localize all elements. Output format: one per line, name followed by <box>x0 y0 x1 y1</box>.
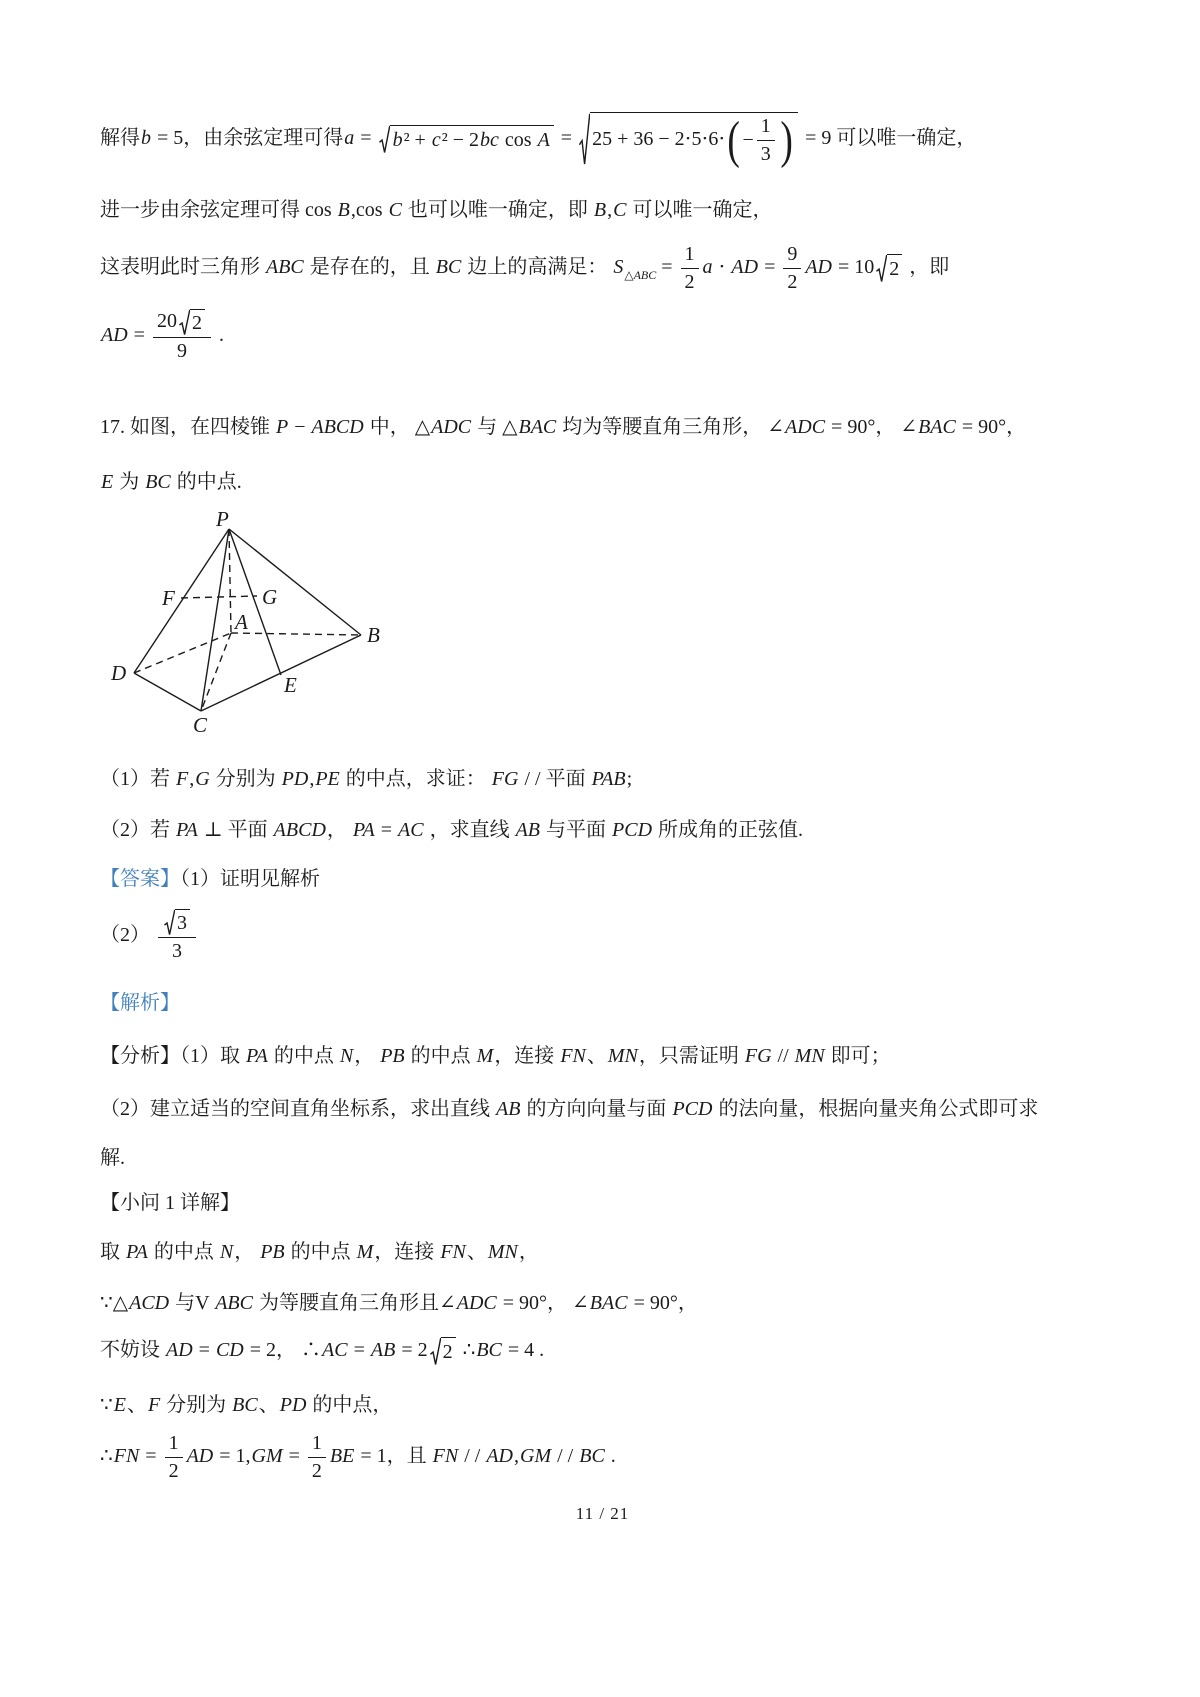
math-run: E <box>101 471 114 493</box>
text-run: ² + <box>403 129 431 151</box>
fraction-denominator <box>757 141 775 167</box>
detail-line-4 <box>100 1392 1105 1419</box>
text-run: ，即 <box>904 256 950 279</box>
question-2 <box>100 817 1105 844</box>
math-run: M <box>476 1045 494 1067</box>
open-paren-icon: ( <box>727 111 741 169</box>
text-run: ∵ <box>100 1394 113 1416</box>
text-run: 均为等腰直角三角形， ∠ <box>557 416 785 438</box>
math-run: ABCD <box>273 819 326 841</box>
text-run: 的方向向量与面 <box>521 1098 672 1120</box>
math-run: PA <box>246 1045 268 1067</box>
math-run: FG <box>491 768 519 790</box>
text-run: 、 <box>258 1394 279 1416</box>
text-run: （2） <box>100 924 155 947</box>
math-run: BC <box>579 1445 605 1468</box>
figure-edge-PA <box>229 529 231 633</box>
text-run: ² − 2 <box>441 129 480 151</box>
fraction-denominator <box>308 1458 326 1484</box>
square-root <box>579 112 798 167</box>
fraction-numerator <box>165 1431 183 1458</box>
math-run: ABC <box>266 256 304 279</box>
pyramid-figure-svg <box>104 508 414 743</box>
fraction-denominator <box>153 338 211 364</box>
text-run: 1 <box>684 243 695 265</box>
math-run: P <box>276 416 289 438</box>
text-run: 为 <box>114 471 145 493</box>
text-run: 是存在的，且 <box>304 256 435 279</box>
text-run: 所成角的正弦值. <box>653 819 804 841</box>
text-run: 2 <box>889 258 900 280</box>
text-run: = 90°， ∠ <box>497 1292 589 1314</box>
figure-edge-PB <box>229 529 361 635</box>
solution-line-cosine-bc <box>100 197 1105 224</box>
math-run: PB <box>260 1241 285 1263</box>
text-run: 2 <box>684 271 695 293</box>
text-run: 的中点，求证： <box>340 768 491 790</box>
math-run: PA <box>176 819 198 841</box>
math-run: M <box>356 1241 374 1263</box>
text-run: = 90°， <box>956 416 1027 438</box>
radicand <box>175 909 190 936</box>
fraction-numerator <box>783 242 801 269</box>
math-run: BAC <box>518 416 557 438</box>
math-run: GM <box>251 1445 283 1468</box>
text-run: ⊥ 平面 <box>198 819 273 841</box>
figure-edge-PD <box>134 529 229 673</box>
text-run: . <box>605 1445 616 1468</box>
text-run: ∴ <box>457 1339 476 1362</box>
text-run: = <box>555 127 578 150</box>
text-run: 解. <box>100 1147 125 1169</box>
fraction-numerator <box>757 114 775 141</box>
text-run: 2 <box>311 1460 322 1482</box>
radicand <box>190 309 205 336</box>
math-run: a <box>702 256 713 279</box>
math-run: ABC <box>215 1292 253 1314</box>
math-run: AD <box>731 256 759 279</box>
math-run: PD <box>279 1394 307 1416</box>
math-run: PA <box>352 819 375 841</box>
text-run: 3 <box>177 912 187 934</box>
figure-edge-FG <box>181 596 257 598</box>
detail-line-2 <box>100 1290 1105 1317</box>
fraction-numerator <box>681 242 699 269</box>
text-run: ， <box>234 1241 260 1263</box>
text-run: , <box>514 1445 519 1468</box>
text-run: = <box>759 256 781 279</box>
math-run: N <box>219 1241 234 1263</box>
text-run: = <box>193 1339 215 1362</box>
fraction <box>757 114 775 167</box>
fraction <box>153 309 211 364</box>
analysis-point-1 <box>100 1043 1105 1070</box>
math-run: N <box>339 1045 354 1067</box>
math-run: a <box>344 127 355 150</box>
answer-line-2 <box>100 909 1105 964</box>
text-run: / / 平面 <box>519 768 591 790</box>
math-run: c <box>431 129 441 151</box>
math-run: AD <box>486 1445 513 1468</box>
math-run: BC <box>435 256 462 279</box>
text-run: ， <box>326 819 352 841</box>
text-run: 2 <box>442 1341 453 1363</box>
text-run: （1）证明见解析 <box>180 868 320 890</box>
text-run: 的中点 <box>285 1241 356 1263</box>
radical-sign-icon <box>876 254 887 283</box>
text-run: 的中点 <box>405 1045 476 1067</box>
math-run: BC <box>145 471 171 493</box>
page-number: 11 / 21 <box>575 1504 630 1523</box>
text-run: 3 <box>760 143 771 165</box>
text-run: 的中点 <box>148 1241 219 1263</box>
figure-vertex-label-G: G <box>262 585 278 609</box>
parenthesized-group <box>725 111 795 169</box>
math-run: AD <box>805 256 833 279</box>
text-run: , <box>189 768 195 790</box>
math-run: BAC <box>589 1292 628 1314</box>
math-run: AB <box>370 1339 396 1362</box>
text-run: 与V <box>170 1292 215 1314</box>
text-run: = 10 <box>833 256 875 279</box>
text-run: 即可； <box>825 1045 891 1067</box>
radicand <box>390 125 554 154</box>
text-run: 中， △ <box>364 416 431 438</box>
square-root <box>876 254 902 283</box>
math-run: E <box>113 1394 126 1416</box>
fraction-denominator <box>165 1458 183 1484</box>
text-run: . <box>213 324 224 347</box>
text-run: = 5，由余弦定理可得 <box>152 127 344 150</box>
math-run: PE <box>315 768 340 790</box>
text-run: 1 <box>311 1432 322 1454</box>
math-run: FN <box>113 1445 140 1468</box>
text-run: ∵△ <box>100 1292 129 1314</box>
text-run: 解得 <box>100 127 140 150</box>
radicand <box>590 112 798 167</box>
math-run: b <box>392 129 403 151</box>
text-run: 分别为 <box>210 768 281 790</box>
figure-edge-PC <box>201 529 229 711</box>
radical-sign-icon <box>579 112 590 167</box>
text-run: 的中点 <box>268 1045 339 1067</box>
text-run: = 90°， <box>628 1292 698 1314</box>
figure-vertex-label-E: E <box>284 673 297 697</box>
text-run: 的中点， <box>307 1394 393 1416</box>
math-run: FN <box>560 1045 586 1067</box>
text-run: = 9 可以唯一确定， <box>800 127 977 150</box>
math-run: b <box>141 127 151 150</box>
text-run: 的法向量，根据向量夹角公式即可求 <box>713 1098 1039 1120</box>
fraction <box>681 242 699 295</box>
math-run: BE <box>329 1445 355 1468</box>
text-run: 进一步由余弦定理可得 cos <box>100 199 337 221</box>
text-run: ，求直线 <box>424 819 515 841</box>
text-run: ∴ <box>100 1445 113 1468</box>
subquestion-1-heading <box>100 1190 1105 1217</box>
text-run: 【分析】（1）取 <box>100 1045 245 1067</box>
fraction-denominator <box>158 938 196 964</box>
text-run: ; <box>626 768 633 790</box>
paren-content <box>743 114 778 167</box>
text-run: 、 <box>466 1241 487 1263</box>
text-run: 、 <box>126 1394 147 1416</box>
fraction-numerator <box>158 909 196 938</box>
math-run: PCD <box>612 819 653 841</box>
text-run: = 4 . <box>502 1339 545 1362</box>
explanation-label-line <box>100 990 1105 1017</box>
text-run: 这表明此时三角形 <box>100 256 265 279</box>
math-run: PB <box>380 1045 405 1067</box>
radical-sign-icon <box>379 125 390 154</box>
text-run: （2）建立适当的空间直角坐标系，求出直线 <box>100 1098 495 1120</box>
analysis-point-2 <box>100 1096 1105 1123</box>
text-run: = 1，且 <box>355 1445 432 1468</box>
text-run: ， <box>518 1241 539 1263</box>
fraction <box>165 1431 183 1484</box>
text-run: ，只需证明 <box>638 1045 744 1067</box>
math-run: MN <box>794 1045 825 1067</box>
text-run: （2）若 <box>100 819 175 841</box>
text-run: 9 <box>787 243 798 265</box>
figure-edge-CB <box>201 635 361 711</box>
subscript: △ABC <box>624 268 657 283</box>
text-run: 2 <box>787 271 798 293</box>
analysis-point-2-cont <box>100 1145 1105 1172</box>
text-run: 1 <box>168 1432 179 1454</box>
radical-sign-icon <box>179 309 190 336</box>
figure-vertex-label-A: A <box>235 610 248 634</box>
math-run: PCD <box>672 1098 713 1120</box>
text-run: 可以唯一确定， <box>627 199 773 221</box>
text-run: = <box>375 819 398 841</box>
text-run: = 2 <box>396 1339 428 1362</box>
square-root <box>430 1337 456 1366</box>
math-run: C <box>388 199 402 221</box>
detail-line-3 <box>100 1337 1105 1366</box>
math-run: AC <box>322 1339 348 1362</box>
text-run: 与 △ <box>472 416 518 438</box>
solution-line-cosine-a <box>100 112 1105 167</box>
figure-vertex-label-F: F <box>162 586 175 610</box>
section-label: 【解析】 <box>100 992 180 1014</box>
figure-edge-DC <box>134 673 201 711</box>
text-run: − <box>289 416 311 438</box>
text-run: 、 <box>586 1045 607 1067</box>
fraction-numerator <box>308 1431 326 1458</box>
math-run: AD <box>166 1339 193 1362</box>
text-run: 的中点. <box>171 471 242 493</box>
math-run: AD <box>186 1445 214 1468</box>
math-run: BC <box>232 1394 258 1416</box>
text-run: 边上的高满足： <box>462 256 613 279</box>
text-run: − <box>742 129 754 151</box>
text-run: 25 + 36 − 2⋅5⋅6⋅ <box>592 128 726 151</box>
text-run: ，连接 <box>494 1045 560 1067</box>
text-run: 为等腰直角三角形且∠ <box>253 1292 456 1314</box>
fraction <box>308 1431 326 1484</box>
math-run: C <box>613 199 627 221</box>
text-run: 1 <box>760 115 771 137</box>
text-run: = 2， ∴ <box>244 1339 322 1362</box>
radical-sign-icon <box>430 1337 441 1366</box>
text-run: / / <box>552 1445 579 1468</box>
text-run: = 1, <box>214 1445 251 1468</box>
radicand <box>887 254 902 283</box>
math-run: PA <box>126 1241 148 1263</box>
text-run: ， <box>354 1045 380 1067</box>
math-run: ADC <box>456 1292 497 1314</box>
text-run: cos <box>499 129 537 151</box>
math-run: BC <box>476 1339 502 1362</box>
detail-line-1 <box>100 1239 1105 1266</box>
math-run: B <box>337 199 350 221</box>
text-run: = <box>355 127 377 150</box>
math-run: FN <box>440 1241 466 1263</box>
detail-line-5 <box>100 1431 1105 1484</box>
math-run: GM <box>520 1445 552 1468</box>
math-run: F <box>147 1394 161 1416</box>
math-run: AD <box>101 324 128 347</box>
question-1 <box>100 766 1105 793</box>
text-run: = <box>140 1445 162 1468</box>
close-paren-icon: ) <box>780 111 793 169</box>
text-run: / / <box>459 1445 486 1468</box>
text-run: = 90°， ∠ <box>826 416 918 438</box>
math-run: ADC <box>785 416 826 438</box>
figure-vertex-label-P: P <box>216 508 229 531</box>
math-run: FG <box>744 1045 772 1067</box>
square-root <box>164 909 190 936</box>
math-run: S <box>613 256 624 279</box>
text-run: 2 <box>168 1460 179 1482</box>
text-run: = <box>348 1339 370 1362</box>
math-run: G <box>195 768 210 790</box>
text-run: 也可以唯一确定，即 <box>402 199 593 221</box>
text-run: （1）若 <box>100 768 175 790</box>
text-run: // <box>772 1045 794 1067</box>
text-run: ,cos <box>350 199 388 221</box>
figure-vertex-label-B: B <box>367 623 380 647</box>
math-run: MN <box>487 1241 518 1263</box>
math-run: CD <box>215 1339 244 1362</box>
fraction-denominator <box>681 269 699 295</box>
fraction <box>783 242 801 295</box>
math-run: ACD <box>129 1292 170 1314</box>
math-run: PD <box>281 768 309 790</box>
fraction <box>158 909 196 964</box>
math-run: AB <box>515 819 541 841</box>
solution-line-ad-result <box>100 309 1105 364</box>
square-root <box>379 125 554 154</box>
text-run: 【小问 1 详解】 <box>100 1192 240 1214</box>
math-run: B <box>593 199 607 221</box>
problem-17-statement-2 <box>100 469 1105 496</box>
math-run: AC <box>398 819 424 841</box>
text-run: , <box>309 768 315 790</box>
square-root <box>179 309 205 336</box>
figure-edge-DA <box>134 633 231 673</box>
text-run: , <box>607 199 613 221</box>
figure-vertex-label-C: C <box>193 713 208 737</box>
text-run: 取 <box>100 1241 125 1263</box>
text-run: 分别为 <box>161 1394 232 1416</box>
text-run: = <box>283 1445 305 1468</box>
problem-17-statement <box>100 414 1105 441</box>
fraction-numerator <box>153 309 211 338</box>
text-run: 20 <box>156 310 177 333</box>
math-run: A <box>537 129 550 151</box>
text-run: ，连接 <box>374 1241 440 1263</box>
math-run: AB <box>496 1098 521 1120</box>
radical-sign-icon <box>164 909 175 936</box>
math-run: PAB <box>591 768 626 790</box>
math-run: BAC <box>918 416 956 438</box>
text-run: 与平面 <box>541 819 612 841</box>
figure-edge-AB <box>231 633 361 635</box>
text-run: ⋅ <box>713 256 731 279</box>
math-run: FN <box>432 1445 459 1468</box>
text-run: 3 <box>172 940 182 962</box>
math-run: bc <box>480 129 499 151</box>
figure-vertex-label-D: D <box>111 661 127 685</box>
text-run: 2 <box>191 312 202 334</box>
math-run: F <box>176 768 189 790</box>
text-run: = <box>128 324 150 347</box>
solution-line-area <box>100 242 1105 295</box>
section-label: 【答案】 <box>100 868 180 890</box>
radicand <box>441 1337 456 1366</box>
pyramid-figure <box>104 508 1105 748</box>
text-run: 不妨设 <box>100 1339 165 1362</box>
text-run: 9 <box>176 340 187 362</box>
text-run: 17. 如图，在四棱锥 <box>100 416 275 438</box>
answer-line-1 <box>100 866 1105 893</box>
text-run: = <box>656 256 678 279</box>
math-run: ABCD <box>311 416 364 438</box>
math-run: MN <box>607 1045 638 1067</box>
fraction-denominator <box>783 269 801 295</box>
math-run: ADC <box>431 416 472 438</box>
